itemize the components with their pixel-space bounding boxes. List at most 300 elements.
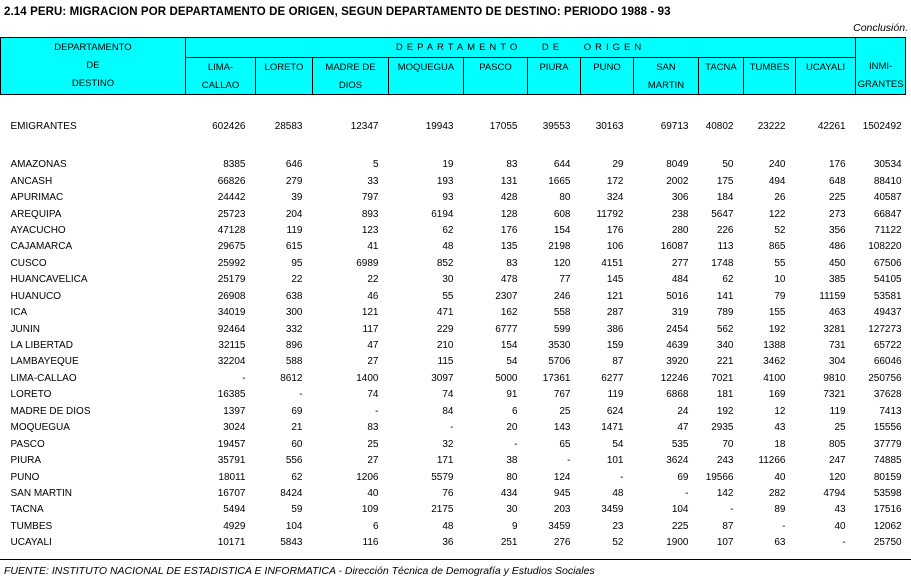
cell-value: 599	[553, 323, 571, 335]
row-label: CUSCO	[10, 257, 47, 269]
cell-value: 287	[606, 307, 624, 319]
cell-value: 23	[612, 520, 624, 532]
cell-value: 5016	[666, 290, 689, 302]
cell-value: 18011	[218, 471, 246, 483]
cell-value: -	[242, 372, 246, 384]
cell-value: 3624	[666, 455, 689, 467]
cell-value: 17055	[489, 120, 518, 132]
cell-value: 10	[774, 274, 786, 286]
cell-value: 25	[834, 422, 846, 434]
origin-column-header	[699, 58, 744, 95]
cell-value: 33	[367, 175, 379, 187]
origin-column-header-line: PUNO	[593, 62, 621, 73]
cell-value: 66847	[873, 208, 902, 220]
cell-value: 6	[511, 405, 518, 417]
cell-value: 282	[768, 487, 786, 499]
cell-value: 648	[828, 175, 846, 187]
cell-value: 12062	[873, 520, 902, 532]
table-body	[1, 95, 906, 552]
cell-value: 319	[671, 307, 689, 319]
cell-value: 106	[606, 241, 624, 253]
cell-value: 4794	[823, 487, 846, 499]
cell-value: 25992	[217, 257, 246, 269]
cell-value: 12	[774, 405, 786, 417]
cell-value: 184	[716, 192, 734, 204]
destination-header-line: DESTINO	[71, 78, 115, 89]
origin-column-header	[744, 58, 796, 95]
origin-column-header	[528, 58, 581, 95]
cell-value: 9	[511, 520, 518, 532]
cell-value: 471	[436, 307, 454, 319]
row-label: MOQUEGUA	[10, 422, 70, 434]
cell-value: 80	[559, 192, 571, 204]
cell-value: 80159	[873, 471, 902, 483]
cell-value: 37779	[873, 438, 902, 450]
migration-table	[0, 37, 906, 551]
cell-value: 1748	[711, 257, 734, 269]
cell-value: 29	[612, 159, 624, 171]
cell-value: 562	[716, 323, 734, 335]
cell-value: 225	[671, 520, 689, 532]
cell-value: 11266	[758, 455, 786, 467]
cell-value: 5	[372, 159, 379, 171]
cell-value: 945	[553, 487, 571, 499]
cell-value: 8049	[666, 159, 689, 171]
cell-value: 89	[774, 504, 786, 516]
cell-value: 767	[553, 389, 571, 401]
cell-value: 69713	[660, 120, 689, 132]
row-label: LIMA-CALLAO	[10, 372, 77, 384]
cell-value: 304	[828, 356, 846, 368]
cell-value: 4100	[763, 372, 786, 384]
cell-value: 2002	[666, 175, 689, 187]
cell-value: 47	[367, 340, 379, 352]
cell-value: 300	[285, 307, 303, 319]
cell-value: 1206	[356, 471, 379, 483]
cell-value: 6194	[431, 208, 454, 220]
cell-value: 280	[671, 224, 689, 236]
cell-value: 48	[612, 487, 624, 499]
cell-value: 1400	[356, 372, 379, 384]
row-label: ANCASH	[10, 175, 53, 187]
table-row	[1, 189, 906, 205]
table-row	[1, 173, 906, 189]
cell-value: 4639	[666, 340, 689, 352]
table-row	[1, 337, 906, 353]
cell-value: 5706	[548, 356, 571, 368]
table-row	[1, 157, 906, 173]
cell-value: 65	[559, 438, 571, 450]
row-label: AYACUCHO	[10, 224, 66, 236]
cell-value: 83	[506, 257, 518, 269]
cell-value: 30	[442, 274, 454, 286]
origin-column-header-line	[389, 76, 463, 93]
cell-value: 203	[553, 504, 571, 516]
cell-value: 119	[286, 224, 303, 236]
cell-value: 463	[828, 307, 846, 319]
cell-value: 104	[671, 504, 689, 516]
cell-value: 27	[367, 356, 379, 368]
cell-value: 32	[442, 438, 454, 450]
table-row	[1, 535, 906, 551]
cell-value: 2198	[548, 241, 571, 253]
cell-value: 24	[677, 405, 689, 417]
origin-column-header-line: LORETO	[264, 62, 304, 73]
cell-value: 25	[559, 405, 571, 417]
cell-value: 29675	[217, 241, 246, 253]
cell-value: 24442	[217, 192, 246, 204]
cell-value: 602426	[212, 120, 246, 132]
cell-value: 120	[828, 471, 846, 483]
cell-value: 108220	[868, 241, 902, 253]
cell-value: 74885	[873, 455, 902, 467]
cell-value: 2935	[711, 422, 734, 434]
cell-value: 141	[716, 290, 734, 302]
cell-value: 306	[671, 192, 689, 204]
cell-value: 143	[553, 422, 571, 434]
cell-value: 79	[774, 290, 786, 302]
cell-value: -	[450, 422, 454, 434]
cell-value: 428	[500, 192, 518, 204]
cell-value: 1502492	[862, 120, 902, 132]
cell-value: 250756	[868, 372, 902, 384]
cell-value: 48	[442, 241, 454, 253]
cell-value: 172	[606, 175, 624, 187]
cell-value: 135	[500, 241, 518, 253]
destination-header-line: DE	[86, 60, 100, 71]
cell-value: 4151	[601, 257, 624, 269]
cell-value: 54	[612, 438, 624, 450]
origin-column-header-line: TACNA	[705, 62, 737, 73]
cell-value: -	[685, 487, 689, 499]
cell-value: 62	[722, 274, 734, 286]
cell-value: 204	[285, 208, 303, 220]
cell-value: 107	[716, 537, 734, 549]
origin-column-header-line: PIURA	[539, 62, 569, 73]
origin-column-header-line	[528, 76, 580, 93]
cell-value: 225	[828, 192, 846, 204]
cell-value: 32204	[217, 356, 246, 368]
cell-value: 120	[553, 257, 571, 269]
cell-value: 484	[671, 274, 689, 286]
table-header	[1, 38, 906, 95]
row-label: LA LIBERTAD	[10, 340, 73, 352]
origin-column-header	[464, 58, 528, 95]
cell-value: 243	[716, 455, 734, 467]
origin-column-header	[389, 58, 464, 95]
cell-value: 5494	[223, 504, 246, 516]
table-row	[1, 239, 906, 255]
row-label: APURIMAC	[10, 192, 64, 204]
row-label: TACNA	[10, 504, 44, 516]
cell-value: 80	[506, 471, 518, 483]
inmigrantes-header-line: INMI-	[869, 61, 893, 72]
origin-column-header-line	[256, 76, 312, 93]
cell-value: 192	[768, 323, 786, 335]
cell-value: 70	[722, 438, 734, 450]
row-label: TUMBES	[10, 520, 53, 532]
origin-column-header-line: MOQUEGUA	[397, 62, 455, 73]
cell-value: 50	[722, 159, 734, 171]
cell-value: 7321	[823, 389, 846, 401]
cell-value: 3281	[823, 323, 846, 335]
cell-value: 1900	[666, 537, 689, 549]
cell-value: 25	[367, 438, 379, 450]
origin-column-header-line	[464, 76, 527, 93]
table-row	[1, 255, 906, 271]
cell-value: 22	[291, 274, 303, 286]
table-row	[1, 420, 906, 436]
cell-value: 176	[606, 224, 624, 236]
cell-value: 46	[367, 290, 379, 302]
cell-value: 74	[367, 389, 379, 401]
origin-column-header-line: CALLAO	[201, 80, 240, 91]
cell-value: 26	[774, 192, 786, 204]
cell-value: 5843	[280, 537, 303, 549]
origin-column-header-line: MARTIN	[647, 80, 685, 91]
cell-value: 25750	[873, 537, 902, 549]
cell-value: 127273	[868, 323, 902, 335]
cell-value: 7413	[879, 405, 902, 417]
cell-value: 53598	[873, 487, 902, 499]
cell-value: 175	[716, 175, 734, 187]
cell-value: 30163	[595, 120, 624, 132]
table-row	[1, 95, 906, 137]
cell-value: 20	[506, 422, 518, 434]
cell-value: 91	[506, 389, 518, 401]
cell-value: 558	[553, 307, 571, 319]
cell-value: 101	[606, 455, 624, 467]
cell-value: 55	[774, 257, 786, 269]
cell-value: -	[299, 389, 303, 401]
cell-value: 3462	[763, 356, 786, 368]
cell-value: 18	[774, 438, 786, 450]
cell-value: 556	[285, 455, 303, 467]
row-label: MADRE DE DIOS	[10, 405, 91, 417]
origin-column-header	[186, 58, 256, 95]
destination-header-cell	[1, 38, 186, 95]
cell-value: 109	[361, 504, 379, 516]
cell-value: 155	[768, 307, 786, 319]
cell-value: 852	[436, 257, 454, 269]
cell-value: 251	[500, 537, 518, 549]
cell-value: 8424	[280, 487, 303, 499]
cell-value: 84	[442, 405, 454, 417]
cell-value: 789	[716, 307, 734, 319]
row-label: AMAZONAS	[10, 159, 67, 171]
cell-value: 121	[606, 290, 624, 302]
cell-value: 181	[716, 389, 734, 401]
cell-value: 16707	[217, 487, 246, 499]
row-label: JUNIN	[10, 323, 40, 335]
cell-value: 117	[362, 323, 379, 335]
origin-column-header-line: LIMA-	[207, 62, 234, 73]
cell-value: 115	[437, 356, 454, 368]
cell-value: -	[375, 405, 379, 417]
origin-column-header	[796, 58, 856, 95]
cell-value: 74	[442, 389, 454, 401]
cell-value: 19	[442, 159, 454, 171]
row-label: AREQUIPA	[10, 208, 62, 220]
row-label: PUNO	[10, 471, 40, 483]
cell-value: 47128	[217, 224, 246, 236]
cell-value: 893	[361, 208, 379, 220]
cell-value: 246	[553, 290, 571, 302]
table-row	[1, 452, 906, 468]
cell-value: 279	[285, 175, 303, 187]
table-row	[1, 206, 906, 222]
cell-value: 6277	[601, 372, 624, 384]
cell-value: 35791	[217, 455, 246, 467]
cell-value: 113	[717, 241, 734, 253]
origin-column-header-line: MADRE DE	[325, 62, 376, 73]
cell-value: 30534	[873, 159, 902, 171]
cell-value: 4929	[223, 520, 246, 532]
origin-column-header	[634, 58, 699, 95]
row-label: HUANCAVELICA	[10, 274, 88, 286]
cell-value: 131	[500, 175, 518, 187]
table-row	[1, 222, 906, 238]
cell-value: 119	[829, 405, 846, 417]
cell-value: 43	[834, 504, 846, 516]
cell-value: 247	[828, 455, 846, 467]
cell-value: 28583	[274, 120, 303, 132]
cell-value: 171	[436, 455, 454, 467]
cell-value: 25723	[217, 208, 246, 220]
cell-value: 1388	[763, 340, 786, 352]
cell-value: 83	[367, 422, 379, 434]
row-label: ICA	[10, 307, 28, 319]
cell-value: 121	[361, 307, 379, 319]
origin-column-header-line	[796, 76, 855, 93]
cell-value: 95	[291, 257, 303, 269]
cell-value: 34019	[217, 307, 246, 319]
cell-value: 12347	[350, 120, 379, 132]
cell-value: 36	[442, 537, 454, 549]
cell-value: -	[620, 471, 624, 483]
table-row	[1, 436, 906, 452]
page-title: 2.14 PERU: MIGRACION POR DEPARTAMENTO DE ORIGEN, SEGUN DEPARTAMENTO DE DESTINO: PERIODO 1988 - 93	[4, 6, 671, 18]
cell-value: 624	[606, 405, 624, 417]
table-row	[1, 469, 906, 485]
cell-value: 21	[291, 422, 303, 434]
table-row	[1, 387, 906, 403]
cell-value: 77	[559, 274, 571, 286]
cell-value: 26908	[217, 290, 246, 302]
cell-value: 434	[500, 487, 518, 499]
cell-value: 62	[291, 471, 303, 483]
cell-value: 27	[367, 455, 379, 467]
cell-value: 52	[774, 224, 786, 236]
cell-value: 638	[285, 290, 303, 302]
cell-value: 17516	[873, 504, 902, 516]
cell-value: 25179	[217, 274, 246, 286]
cell-value: 646	[285, 159, 303, 171]
origin-band-header: DEPARTAMENTO DE ORIGEN	[186, 38, 856, 58]
cell-value: 62	[442, 224, 454, 236]
cell-value: 6777	[495, 323, 518, 335]
cell-value: 6989	[356, 257, 379, 269]
cell-value: 15556	[873, 422, 902, 434]
cell-value: -	[782, 520, 786, 532]
cell-value: 238	[671, 208, 689, 220]
cell-value: 119	[607, 389, 624, 401]
cell-value: 43	[774, 422, 786, 434]
cell-value: 324	[606, 192, 624, 204]
destination-header-line: DEPARTAMENTO	[54, 42, 132, 53]
cell-value: 19457	[217, 438, 246, 450]
cell-value: 32115	[218, 340, 246, 352]
cell-value: 67506	[873, 257, 902, 269]
cell-value: 226	[716, 224, 734, 236]
cell-value: 22	[367, 274, 379, 286]
cell-value: 69	[677, 471, 689, 483]
origin-column-header-line: DIOS	[338, 80, 363, 91]
cell-value: 615	[285, 241, 303, 253]
cell-value: 3459	[601, 504, 624, 516]
cell-value: 340	[716, 340, 734, 352]
cell-value: 2454	[666, 323, 689, 335]
table-row	[1, 502, 906, 518]
cell-value: 3530	[548, 340, 571, 352]
cell-value: 40	[774, 471, 786, 483]
cell-value: 9810	[823, 372, 846, 384]
cell-value: 494	[768, 175, 786, 187]
row-label: LORETO	[10, 389, 52, 401]
cell-value: 805	[828, 438, 846, 450]
cell-value: 116	[362, 537, 379, 549]
source-note: FUENTE: INSTITUTO NACIONAL DE ESTADISTICA E INFORMATICA - Dirección Técnica de Demografía y Estudios Sociales	[4, 565, 595, 577]
cell-value: 3920	[666, 356, 689, 368]
origin-column-header-line	[699, 76, 743, 93]
cell-value: 16087	[660, 241, 689, 253]
cell-value: 10171	[217, 537, 246, 549]
cell-value: 39	[291, 192, 303, 204]
inmigrantes-header-cell	[856, 38, 906, 95]
cell-value: 87	[722, 520, 734, 532]
cell-value: 60	[291, 438, 303, 450]
cell-value: 221	[716, 356, 734, 368]
cell-value: 3459	[548, 520, 571, 532]
cell-value: 797	[361, 192, 379, 204]
cell-value: 8612	[280, 372, 303, 384]
cell-value: 11792	[596, 208, 624, 220]
cell-value: 332	[285, 323, 303, 335]
cell-value: 19566	[705, 471, 734, 483]
cell-value: -	[842, 537, 846, 549]
cell-value: 124	[553, 471, 571, 483]
cell-value: 76	[442, 487, 454, 499]
cell-value: 1397	[223, 405, 246, 417]
cell-value: 145	[606, 274, 624, 286]
table-row	[1, 518, 906, 534]
cell-value: 644	[553, 159, 571, 171]
cell-value: 1471	[601, 422, 624, 434]
cell-value: 69	[291, 405, 303, 417]
cell-value: 142	[716, 487, 734, 499]
inmigrantes-header-line: GRANTES	[857, 79, 904, 90]
table-row	[1, 485, 906, 501]
cell-value: 17361	[542, 372, 571, 384]
cell-value: 40	[834, 520, 846, 532]
cell-value: 273	[828, 208, 846, 220]
cell-value: 87	[612, 356, 624, 368]
cell-value: 450	[828, 257, 846, 269]
cell-value: 2175	[431, 504, 454, 516]
origin-column-header-line	[581, 76, 633, 93]
cell-value: 93	[442, 192, 454, 204]
cell-value: 896	[285, 340, 303, 352]
